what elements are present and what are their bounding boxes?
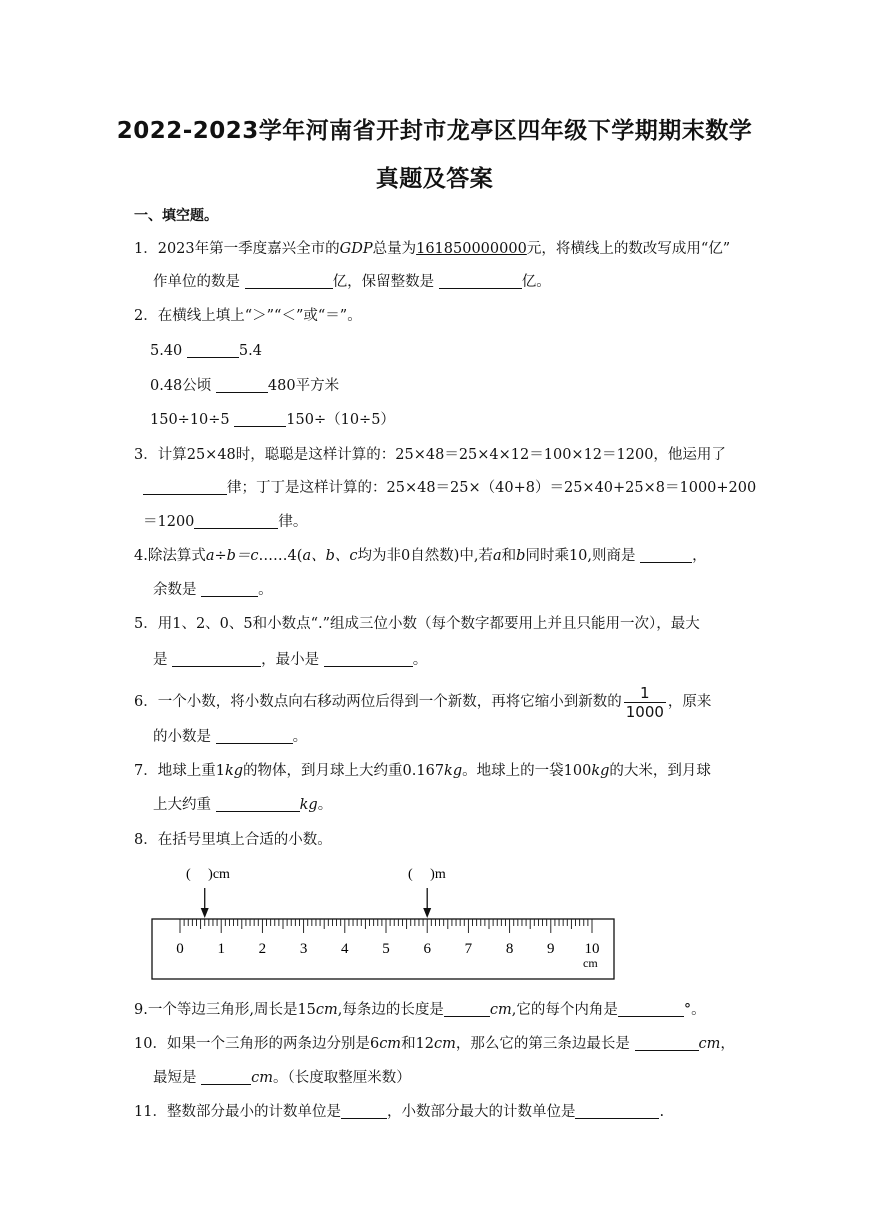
q3-line1: 3．计算25×48时，聪聪是这样计算的：25×48＝25×4×12＝100×12＝1200，他运用了: [134, 447, 726, 463]
q6-line2: 的小数是 。: [153, 729, 308, 745]
q8-stem: 8．在括号里填上合适的小数。: [134, 832, 332, 848]
q1-number: 161850000000: [416, 241, 527, 257]
q3-blank-1[interactable]: [143, 479, 227, 495]
q6-blank[interactable]: [216, 728, 293, 744]
q5-line1: 5．用1、2、0、5和小数点“.”组成三位小数（每个数字都要用上并且只能用一次），最大: [134, 616, 700, 632]
q6-fraction: $\frac{1}{1000}$: [625, 683, 664, 721]
q9-blank-2[interactable]: [618, 1001, 684, 1017]
q3-line3: ＝1200 律。: [143, 514, 308, 530]
q2-row1: 5.40 5.4: [150, 343, 262, 359]
section-heading: 一、填空题。: [134, 208, 218, 224]
q11-blank-1[interactable]: [341, 1103, 387, 1119]
ruler-label-cm: ( )cm: [186, 867, 230, 882]
q9-blank-1[interactable]: [444, 1001, 490, 1017]
q11-line: 11．整数部分最小的计数单位是 ，小数部分最大的计数单位是 .: [134, 1104, 665, 1120]
q5-blank-1[interactable]: [172, 651, 261, 667]
q10-line2: 最短是 cm。（长度取整厘米数）: [153, 1070, 411, 1086]
ruler-tick-label: 2: [258, 941, 267, 957]
q2-row3: 150÷10÷5 150÷（10÷5）: [150, 412, 395, 428]
arrow-head: [423, 908, 431, 918]
q3-blank-2[interactable]: [194, 513, 278, 529]
ruler-tick-label: 8: [505, 941, 514, 957]
q10-blank-1[interactable]: [635, 1035, 699, 1051]
q4-blank-1[interactable]: [640, 547, 692, 563]
q2-blank-2[interactable]: [216, 377, 268, 393]
q6-line1: 6．一个小数，将小数点向右移动两位后得到一个新数，再将它缩小到新数的 $\frac{1}{1000}$ ，原来: [134, 683, 712, 721]
ruler-tick-label: 10: [584, 941, 600, 957]
q2-row2: 0.48公顷 480平方米: [150, 378, 340, 394]
ruler-tick-label: 7: [464, 941, 473, 957]
q7-blank[interactable]: [216, 796, 300, 812]
q1-blank-1[interactable]: [245, 273, 333, 289]
ruler-tick-label: 9: [547, 941, 555, 957]
q4-line1: 4.除法算式a÷b＝c……4(a、b、c均为非0自然数)中,若a和b同时乘10,则商是 ，: [134, 548, 707, 564]
ruler-tick-label: 3: [299, 941, 308, 957]
q3-line2: 律；丁丁是这样计算的：25×48＝25×（40+8）＝25×40+25×8＝1000+200: [143, 478, 756, 498]
arrow-head: [201, 908, 209, 918]
q1-blank-2[interactable]: [439, 273, 522, 289]
q5-line2: 是 ，最小是 。: [153, 652, 428, 668]
q4-blank-2[interactable]: [201, 581, 258, 597]
q9-line: 9.一个等边三角形,周长是15cm,每条边的长度是 cm,它的每个内角是 °。: [134, 1002, 706, 1018]
q2-blank-3[interactable]: [234, 411, 286, 427]
q7-line1: 7．地球上重1kg的物体，到月球上大约重0.167kg。地球上的一袋100kg的大米，到月球: [134, 763, 711, 779]
q10-line1: 10．如果一个三角形的两条边分别是6cm和12cm，那么它的第三条边最长是 cm，: [134, 1036, 735, 1052]
ruler-tick-label: 6: [423, 941, 431, 957]
q4-line2: 余数是 。: [153, 582, 273, 598]
doc-title-line1: 2022-2023学年河南省开封市龙亭区四年级下学期期末数学: [116, 118, 753, 144]
doc-title-line2: 真题及答案: [375, 166, 494, 192]
q11-blank-2[interactable]: [575, 1103, 659, 1119]
q5-blank-2[interactable]: [324, 651, 413, 667]
q1-line1: 1．2023年第一季度嘉兴全市的GDP总量为161850000000元，将横线上的数改写成用“亿”: [134, 241, 731, 257]
q7-line2: 上大约重 kg。: [153, 797, 333, 813]
ruler-unit: cm: [583, 956, 598, 970]
q2-blank-1[interactable]: [187, 342, 239, 358]
q10-blank-2[interactable]: [201, 1069, 251, 1085]
q2-stem: 2．在横线上填上“＞”“＜”或“＝”。: [134, 308, 362, 324]
ruler-tick-label: 0: [176, 941, 184, 957]
ruler-figure: [150, 862, 618, 984]
ruler-label-m: ( )m: [408, 867, 446, 882]
ruler-tick-label: 1: [217, 941, 225, 957]
q1-line2: 作单位的数是 亿，保留整数是 亿。: [153, 274, 551, 290]
ruler-tick-label: 5: [382, 941, 390, 957]
ruler-tick-label: 4: [341, 941, 349, 957]
